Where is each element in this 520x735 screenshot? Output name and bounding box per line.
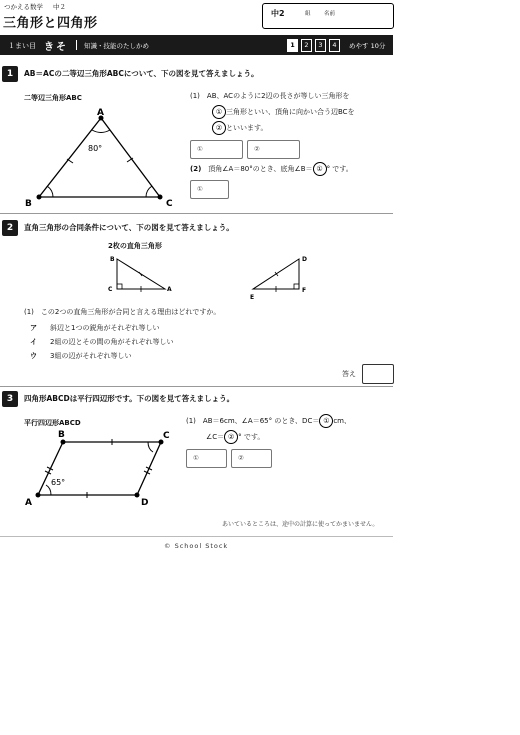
label-d3: D: [141, 498, 149, 508]
label-a3: A: [25, 498, 32, 508]
section-1-figure-label: 二等辺三角形ABC: [24, 94, 82, 102]
angle-arc-b: [47, 186, 53, 197]
answer-box-3-2[interactable]: [231, 449, 272, 468]
item-3-line-2a: ∠C＝: [206, 433, 225, 441]
right-triangle-def-figure: [245, 252, 315, 302]
item-3-line-2b: ° です。: [238, 433, 265, 441]
label-a: A: [97, 108, 104, 118]
label-b3: B: [58, 430, 65, 440]
answer-box-3-1[interactable]: [186, 449, 227, 468]
item-3-unit: cm、: [333, 417, 351, 425]
angle-arc-a: [92, 130, 110, 133]
item-2-number: (2): [190, 165, 202, 173]
vertex-c-dot: [158, 195, 163, 200]
blank-angle-c-circle: ②: [224, 430, 238, 444]
vertex-b-dot: [61, 440, 66, 445]
blank-1-circle: ①: [212, 105, 226, 119]
level-label: きそ: [44, 42, 68, 53]
answer-box-label: ①: [197, 145, 203, 153]
page-tab-3[interactable]: 3: [315, 39, 326, 52]
bar-divider: [76, 40, 77, 50]
triangle-def-shape: [253, 259, 299, 289]
item-1-line-1: AB、ACのように2辺の長さが等しい三角形を: [206, 92, 350, 100]
section-2-item-1: (1) この2つの直角三角形が合同と言える理由はどれですか。: [24, 308, 221, 316]
label-f: F: [302, 287, 307, 294]
section-1-item-2: [190, 161, 390, 177]
label-b2: B: [110, 256, 115, 263]
section-3-figure-label: 平行四辺形ABCD: [24, 419, 81, 427]
copyright: © School Stock: [164, 542, 229, 550]
answer-box-label: ②: [254, 145, 260, 153]
page-tab-4[interactable]: 4: [329, 39, 340, 52]
section-1-question: AB＝ACの二等辺三角形ABCについて、下の図を見て答えましょう。: [24, 69, 259, 78]
page-tab-2[interactable]: 2: [301, 39, 312, 52]
section-1-number: 1: [2, 66, 18, 82]
angle-a-label: 80°: [88, 144, 103, 153]
answer-label: 答え: [342, 370, 356, 378]
parallelogram-figure: [20, 425, 185, 510]
page-title: 三角形と四角形: [3, 16, 98, 31]
section-3-number: 3: [2, 391, 18, 407]
section-2-question: 直角三角形の合同条件について、下の図を見て答えましょう。: [24, 223, 234, 232]
section-divider-2: [0, 386, 393, 387]
answer-box-2-1[interactable]: [190, 180, 229, 199]
answer-box-label: ②: [238, 454, 244, 462]
label-b: B: [25, 199, 32, 209]
option-key: ウ: [30, 352, 37, 360]
workspace-note: あいているところは、途中の計算に使ってかまいません。: [222, 521, 379, 528]
name-box: [262, 3, 394, 29]
item-2-after: ° です。: [326, 165, 353, 173]
option-i[interactable]: [30, 337, 173, 347]
option-key: イ: [30, 338, 37, 346]
answer-box-section-2[interactable]: [362, 364, 394, 384]
option-text: 2組の辺とその間の角がそれぞれ等しい: [50, 338, 174, 346]
option-a[interactable]: [30, 323, 159, 333]
triangle-shape: [39, 118, 160, 197]
triangle-abc-shape: [117, 259, 165, 289]
item-2-text: 頂角∠A＝80°のとき、底角∠B＝: [208, 165, 313, 173]
isosceles-triangle-figure: [20, 104, 180, 210]
name-box-grade: 中2: [271, 9, 285, 18]
label-c: C: [166, 199, 173, 209]
page-label: １まい目: [8, 42, 36, 50]
vertex-d-dot: [135, 493, 140, 498]
item-3-line-1: AB＝6cm、∠A＝65° のとき、DC＝: [202, 417, 320, 425]
item-1-line-3: といいます。: [226, 124, 268, 132]
angle-a-label: 65°: [51, 478, 66, 487]
header-bar: [0, 35, 393, 55]
vertex-b-dot: [37, 195, 42, 200]
blank-2-circle: ②: [212, 121, 226, 135]
label-c2: C: [108, 286, 113, 293]
answer-box-label: ①: [197, 185, 203, 193]
angle-arc-c: [146, 186, 152, 197]
footer-divider: [0, 536, 393, 537]
label-d: D: [302, 256, 307, 263]
answer-box-1-2[interactable]: [247, 140, 300, 159]
section-3-question: 四角形ABCDは平行四辺形です。下の図を見て答えましょう。: [24, 394, 235, 403]
right-angle-c: [117, 284, 122, 289]
section-divider-1: [0, 213, 393, 214]
parallelogram-shape: [38, 442, 161, 495]
section-3-item-1: [186, 413, 391, 445]
right-triangle-abc-figure: [105, 252, 180, 296]
blank-dc-circle: ①: [319, 414, 333, 428]
option-key: ア: [30, 324, 37, 332]
item-1-number: (1): [190, 92, 200, 100]
answer-box-1-1[interactable]: [190, 140, 243, 159]
angle-arc-c: [148, 442, 153, 452]
section-2-number: 2: [2, 220, 18, 236]
series-name: つかえる数学: [4, 3, 43, 11]
item-1-line-2: 三角形といい、頂角に向かい合う辺BCを: [226, 108, 355, 116]
label-c3: C: [163, 431, 170, 441]
name-box-class-label: 組: [305, 11, 311, 17]
series-grade: 中２: [53, 3, 66, 11]
time-estimate: めやす 10分: [349, 42, 386, 50]
label-a2: A: [167, 286, 172, 293]
option-text: 斜辺と1つの鋭角がそれぞれ等しい: [50, 324, 160, 332]
series-label: [4, 2, 66, 11]
vertex-a-dot: [36, 493, 41, 498]
right-angle-f: [294, 284, 299, 289]
level-description: 知識・技能のたしかめ: [84, 42, 149, 50]
option-u[interactable]: [30, 351, 131, 361]
answer-box-label: ①: [193, 454, 199, 462]
section-1-item-1: [190, 88, 390, 136]
label-e: E: [250, 294, 255, 301]
option-text: 3組の辺がそれぞれ等しい: [50, 352, 132, 360]
item-1-number: (1): [186, 417, 196, 425]
name-box-name-label: 名前: [324, 11, 336, 17]
blank-3-circle: ①: [313, 162, 327, 176]
page-tab-1[interactable]: 1: [287, 39, 298, 52]
section-2-figure-label: 2枚の直角三角形: [108, 242, 162, 250]
